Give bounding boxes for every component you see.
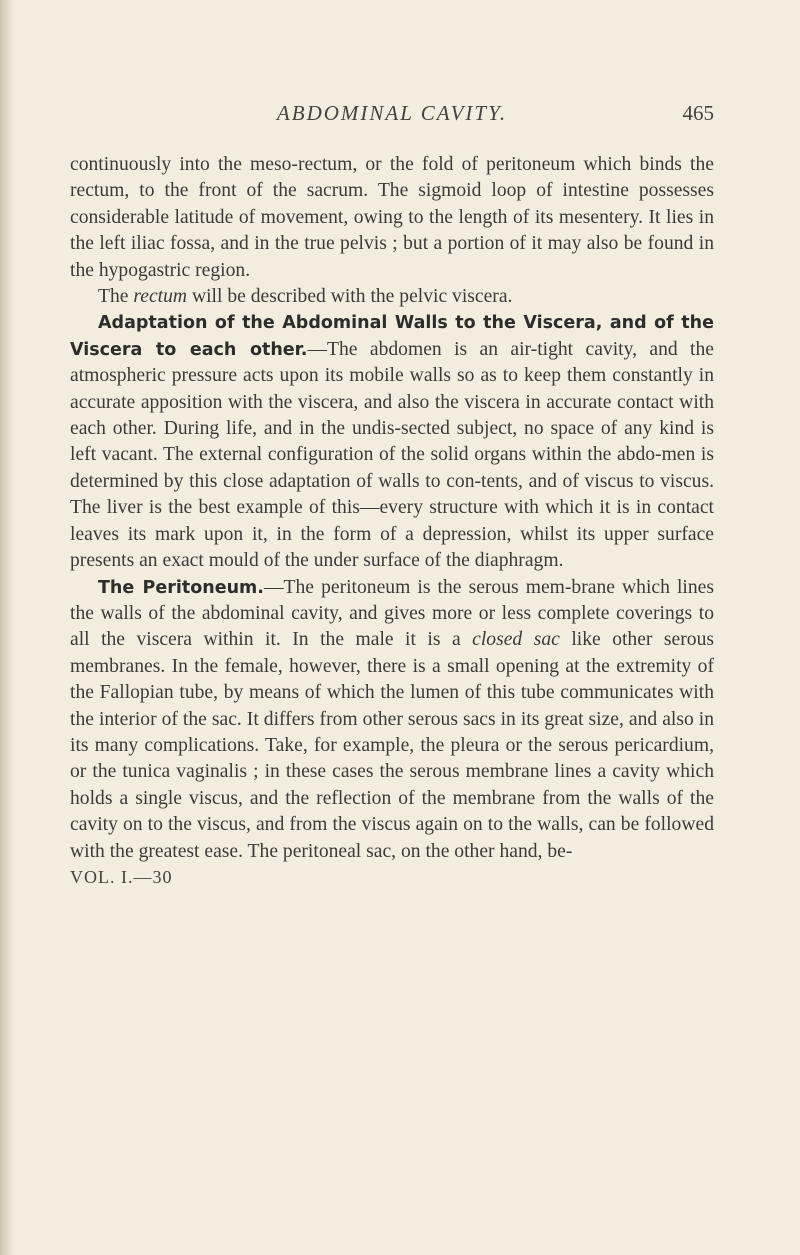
running-head (70, 95, 714, 135)
peritoneum-text-b: like other serous membranes. In the female, however, there is a small opening at the extremity of the Fallopian tube, by means of which the lumen of this tube communicates with the interior of the sac. It differs from other serous sacs in its great size, and also in its many complications. Take, for example, the pleura or the serous pericardium, or the tunica vaginalis ; in these cases the serous membrane lines a cavity which holds a single viscus, and the reflection of the membrane from the walls of the cavity on to the viscus, and from the viscus again on to the walls, can be followed with the greatest ease. The peritoneal sac, on the other hand, be- (70, 629, 714, 862)
peritoneum-heading: The Peritoneum. (98, 577, 264, 598)
rectum-term: rectum (133, 286, 188, 308)
page-number: 465 (682, 101, 714, 125)
paragraph-sigmoid-loop: continuously into the meso-rectum, or the fold of peritoneum which binds the rectum, to the front of the sacrum. The sigmoid loop of intestine possesses considerable latitude of movement, owing to the length of its mesentery. It lies in the left iliac fossa, and in the true pelvis ; but a portion of it may also be found in the hypogastric region. (70, 154, 714, 281)
adaptation-heading: Adaptation of the Abdominal Walls to the Viscera, and of the Viscera to each other. (70, 313, 714, 360)
rectum-text-post: will be described with the pelvic viscera. (187, 286, 513, 308)
book-page (70, 95, 714, 888)
paragraph-peritoneum (70, 575, 714, 865)
paragraph-rectum (70, 284, 714, 310)
paragraph-adaptation (70, 310, 714, 574)
book-spine-shadow (0, 0, 14, 1255)
adaptation-text: —The abdomen is an air-tight cavity, and the atmospheric pressure acts upon its mobile walls so as to keep them constantly in accurate apposition with the viscera, and also the viscera in accurate contact with each other. During life, and in the undis-sected subject, no space of any kind is left vacant. The external configuration of the solid organs within the abdo-men is determined by this close adaptation of walls to con-tents, and of viscus to viscus. The liver is the best example of this—every structure with which it is in contact leaves its mark upon it, in the form of a depression, whilst its upper surface presents an exact mould of the under surface of the diaphragm. (70, 338, 714, 572)
running-title: ABDOMINAL CAVITY. (276, 101, 508, 125)
peritoneum-text-a: —The peritoneum is the serous mem-brane which lines the walls of the abdominal cavity, and gives more or less complete coverings to all the viscera within it. In the male it is a (70, 576, 714, 651)
signature-mark: VOL. I.—30 (70, 866, 173, 887)
rectum-text-pre: The (98, 286, 134, 308)
closed-sac-term: closed sac (472, 629, 560, 651)
